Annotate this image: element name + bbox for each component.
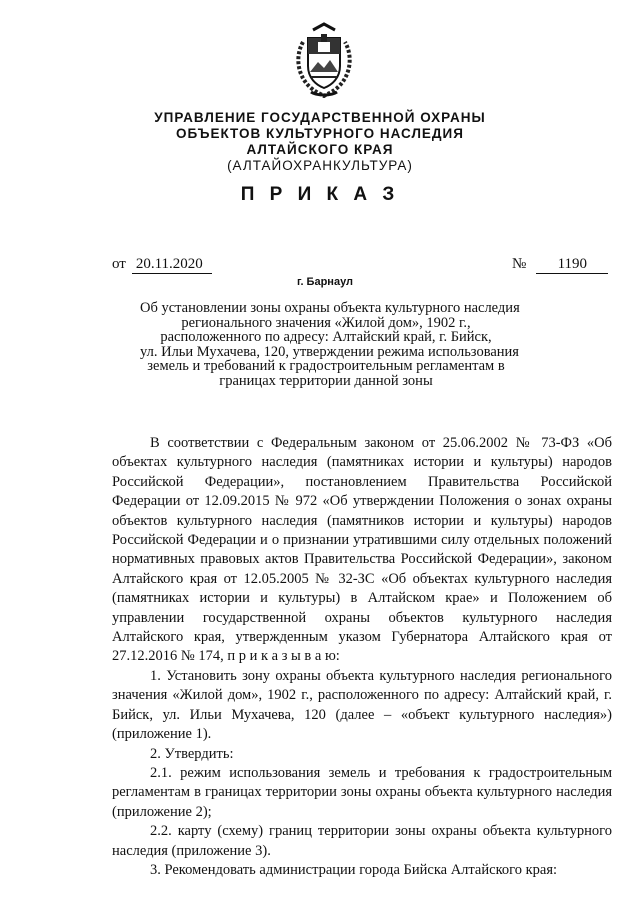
number-value: 1190 xyxy=(536,256,608,274)
item-2-1-paragraph: 2.1. режим использования земель и требования к градостроительным регламентам в границах территории зоны охраны объекта культурного наследия (приложение 2); xyxy=(112,764,612,820)
number-line xyxy=(512,256,608,274)
order-subject xyxy=(140,300,520,389)
header-line-3: АЛТАЙСКОГО КРАЯ xyxy=(246,142,394,157)
header-line-2: ОБЪЕКТОВ КУЛЬТУРНОГО НАСЛЕДИЯ xyxy=(176,126,464,141)
date-value: 20.11.2020 xyxy=(132,256,212,274)
header-line-4: (АЛТАЙОХРАНКУЛЬТУРА) xyxy=(227,158,413,173)
coat-of-arms-icon xyxy=(293,22,355,98)
item-2-paragraph: 2. Утвердить: xyxy=(150,745,234,762)
item-1-paragraph: 1. Установить зону охраны объекта культурного наследия регионального значения «Жилой дом», 1902 г., расположенного по адресу: Алтайский край, г. Бийск, ул. Ильи Мухачева, 120 (далее – «объект культурного наследия») (приложение 1). xyxy=(112,667,612,743)
date-label: от xyxy=(112,256,126,272)
item-3-paragraph: 3. Рекомендовать администрации города Бийска Алтайского края: xyxy=(150,861,558,878)
item-2-2-paragraph: 2.2. карту (схему) границ территории зоны охраны объекта культурного наследия (приложение 3). xyxy=(112,823,612,859)
header-line-1: УПРАВЛЕНИЕ ГОСУДАРСТВЕННОЙ ОХРАНЫ xyxy=(154,110,486,125)
order-body xyxy=(112,434,612,880)
number-label: № xyxy=(512,256,527,272)
date-line xyxy=(112,256,212,274)
subject-line: расположенного по адресу: Алтайский край, г. Бийск, xyxy=(160,329,492,345)
subject-line: регионального значения «Жилой дом», 1902 г., xyxy=(181,314,471,331)
subject-line: ул. Ильи Мухачева, 120, утверждении режима использования xyxy=(140,343,519,360)
city-label: г. Барнаул xyxy=(296,276,354,288)
preamble-paragraph: В соответствии с Федеральным законом от 25.06.2002 № 73-ФЗ «Об объектах культурного наследия (памятниках истории и культуры) народов Российской Федерации», постановлением Правительства Российской Федерации от 12.09.2015 № 972 «Об утверждении Положения о зонах охраны объектов культурного наследия (памятников истории и культуры) народов Российской Федерации и о признании утратившими силу отдельных положений нормативных правовых актов Правительства Российской Федерации», законом Алтайского края от 12.05.2005 № 32-ЗС «Об объектах культурного наследия (памятниках истории и культуры) в Алтайском крае» и Положением об управлении государственной охраны объектов культурного наследия Алтайского края, утвержденным указом Губернатора Алтайского края от 27.12.2016 № 174, п р и к а з ы в а ю: xyxy=(112,435,612,665)
subject-line: земель и требований к градостроительным регламентам в xyxy=(147,358,505,374)
document-title: П Р И К А З xyxy=(240,184,400,205)
subject-line: Об установлении зоны охраны объекта культурного наследия xyxy=(140,300,520,316)
subject-line: границах территории данной зоны xyxy=(219,372,433,389)
agency-header xyxy=(0,110,640,174)
